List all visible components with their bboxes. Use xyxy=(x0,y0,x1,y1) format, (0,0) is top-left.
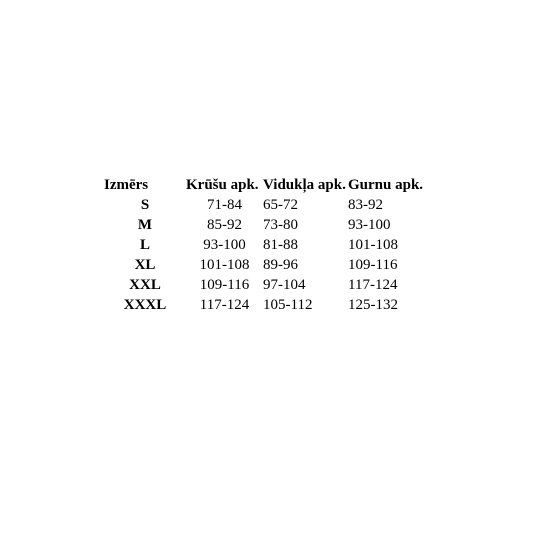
size-chart-table xyxy=(104,175,428,315)
size-cell: M xyxy=(137,217,153,233)
table-row xyxy=(104,275,428,295)
chest-cell: 109-116 xyxy=(199,277,250,293)
waist-cell: 89-96 xyxy=(263,257,298,273)
hips-cell: 117-124 xyxy=(348,277,398,293)
waist-cell: 73-80 xyxy=(263,217,298,233)
table-header xyxy=(104,175,428,195)
table-row xyxy=(104,255,428,275)
table-body xyxy=(104,195,428,315)
hips-cell: 83-92 xyxy=(348,197,383,213)
header-hips: Gurnu apk. xyxy=(348,177,424,193)
chest-cell: 71-84 xyxy=(207,197,242,213)
chest-cell: 117-124 xyxy=(199,297,250,313)
chest-cell: 85-92 xyxy=(207,217,242,233)
size-cell: XXXL xyxy=(123,297,167,313)
size-cell: XXL xyxy=(129,277,161,293)
waist-cell: 81-88 xyxy=(263,237,298,253)
table-row xyxy=(104,195,428,215)
table-row xyxy=(104,215,428,235)
header-row xyxy=(104,175,428,195)
waist-cell: 97-104 xyxy=(263,277,306,293)
header-waist: Vidukļa apk. xyxy=(263,177,346,193)
chest-cell: 101-108 xyxy=(199,257,250,273)
size-cell: L xyxy=(139,237,150,253)
size-cell: S xyxy=(140,197,150,213)
waist-cell: 65-72 xyxy=(263,197,298,213)
size-cell: XL xyxy=(134,257,156,273)
hips-cell: 109-116 xyxy=(348,257,398,273)
header-chest: Krūšu apk. xyxy=(186,177,259,193)
waist-cell: 105-112 xyxy=(263,297,313,313)
header-size: Izmērs xyxy=(104,177,149,193)
hips-cell: 125-132 xyxy=(348,297,398,313)
table-row xyxy=(104,235,428,255)
chest-cell: 93-100 xyxy=(203,237,246,253)
hips-cell: 101-108 xyxy=(348,237,398,253)
table-row xyxy=(104,295,428,315)
hips-cell: 93-100 xyxy=(348,217,391,233)
